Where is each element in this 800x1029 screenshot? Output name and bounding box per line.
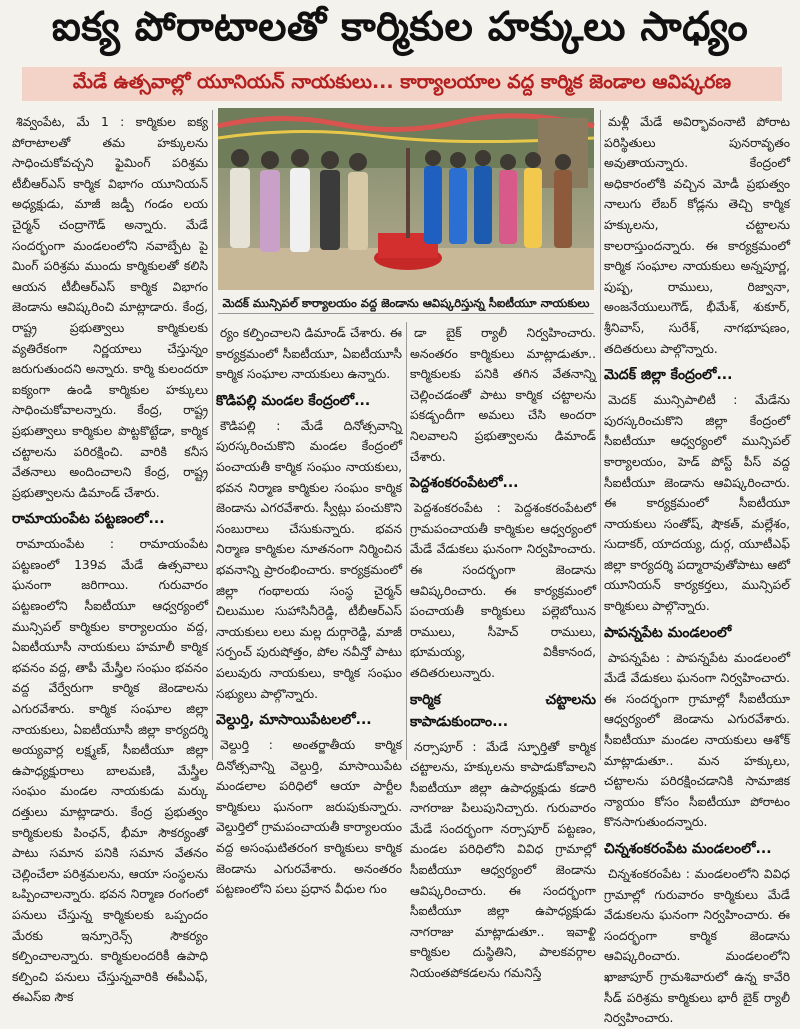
column-3-section-text-2: నర్సాపూర్ : మేడే స్ఫూర్తితో కార్మిక చట్టాలను, హక్కులను కాపాడుకోవాలని సీఐటీయూ జిల్లా ఉపాధ్యక్షుడు కడారి నాగరాజు పిలుపునిచ్చారు. గురువారం మేడే సందర్భంగా నర్సాపూర్ పట్టణం, మండల పరిధిలోని వివిధ గ్రామాల్లో సీఐటీయూ ఆధ్వర్యంలో జెండాను ఆవిష్కరించారు. ఈ సందర్భంగా సీఐటీయూ జిల్లా ఉపాధ్యక్షుడు నాగరాజు మాట్లాడుతూ.. ఇవాళ్టి కార్మికుల దుస్థితిని, పాలకవర్గాల నియంతపోకడలను గమనిస్తే	[410, 739, 596, 981]
column-4-section-text-3: చిన్నశంకరంపేట : మండలంలోని వివిధ గ్రామాల్లో గురువారం కార్మికులు మేడే వేడుకలను ఘనంగా నిర్వహించారు. ఈ సందర్భంగా కార్మిక జెండాను ఆవిష్కరించారు. మండలంలోని ఖాజాపూర్ గ్రామశివారులో ఉన్న కావేరి సీడ్ పరిశ్రమ కార్మికులు భారీ బైక్ ర్యాలీ నిర్వహించారు.	[604, 867, 790, 1026]
section-heading-labour-laws: కార్మిక చట్టాలను కాపాడుకుందాం...	[410, 691, 596, 730]
column-4-section-text-2: పాపన్నపేట : పాపన్నపేట మండలంలో మేడే వేడుకలు ఘనంగా నిర్వహించారు. ఈ సందర్భంగా గ్రామాల్లో సీఐటీయూ ఆధ్వర్యంలో జెండాను ఎగురవేశారు. సీఐటీయూ మండల నాయకులు ఆశోక్ మాట్లాడుతూ.. మన హక్కులు, చట్టాలను పరిరక్షించడానికి సామాజిక న్యాయం కోసం సీఐటీయూ పోరాటం కొనసాగుతుందన్నారు.	[604, 650, 790, 830]
column-1-intro: శివ్వంపేట, మే 1 : కార్మికుల ఐక్య పోరాటాలతో తమ హక్కులను సాధించుకోవచ్చని ఫైమింగ్ పరిశ్రమ టీబీఆర్ఎస్ కార్మిక విభాగం యూనియన్ అధ్యక్షుడు, మాజీ జడ్పీ గండం లయ చైర్మన్ చంద్రాగౌడ్ అన్నారు. మేడే సందర్భంగా మండలంలోని నవాబ్పేట పై మింగ్ పరిశ్రమ ముందు కార్మికులతో కలిసి ఆయన టీబీఆర్ఎస్ కార్మిక విభాగం జెండాను ఆవిష్కరించి మాట్లాడారు. కేంద్ర, రాష్ట్ర ప్రభుత్వాలు కార్మికులకు వ్యతిరేకంగా నిర్ణయాలు చేస్తున్నం జరుగుతుందని అన్నారు. కార్మి కులందరూ ఐక్యంగా ఉండి కార్మికుల హక్కులు సాధించుకోవాలన్నారు. కేంద్ర, రాష్ట్ర ప్రభుత్వాలు కార్మికుల పొట్టకొట్టేడా, కార్మిక చట్టాలను పరిరక్షించి. వారికి కనీస వేతనాలు అందించాలని కేంద్ర, రాష్ట్ర ప్రభుత్వాలను డిమాండ్ చేశారు.	[12, 115, 208, 500]
column-3-intro: డా బైక్ ర్యాలీ నిర్వహించారు. అనంతరం కార్మికులు మాట్లాడుతూ.. కార్మికులకు పనికి తగిన వేతనాన్ని చెల్లించడంతో పాటు కార్మిక చట్టాలను పకడ్బందీగా అమలు చేసి అందరా నిలవాలని ప్రభుత్వాలను డిమాండ్ చేశారు.	[410, 326, 596, 464]
article-column-1	[12, 112, 208, 1005]
article-column-3	[410, 323, 596, 981]
section-heading-ramayampet: రామాయంపేట పట్టణంలో...	[12, 511, 165, 528]
photo-illustration	[218, 108, 594, 290]
column-2-section-text: కౌడిపల్లి : మేడే దినోత్సవాన్ని పురస్కరించుకొని మండల కేంద్రంలో పంచాయతీ కార్మిక సంఘం నాయకులు, భవన నిర్మాణ కార్మికుల సంఘం కార్మిక జెండాను ఎగరవేశారు. స్వీట్లు పంచుకొని సంబురాలు చేసుకున్నారు. భవన నిర్మాణ కార్మికుల నూతనంగా నిర్మించిన భవనాన్ని ప్రారంభించారు. కార్యక్రమంలో జిల్లా గంథాలయ సంస్థ చైర్మన్ చిలుముల సుహాసినీరెడ్డి, టీబీఆర్ఎస్ నాయకులు లలు మల్ల దుర్గారెడ్డి, మాజీ సర్పంచ్ పురుషోత్తం, పోల నవీన్తో పాటు పలువురు నాయకులు, కార్మిక సంఘం సభ్యులు పాల్గొన్నారు.	[216, 418, 402, 701]
column-3-section-text: పెద్దశంకరంపేట : పెద్దశంకరంపేటలో గ్రామపంచాయతీ కార్మికుల ఆధ్వర్యంలో మేడే వేడుకలు ఘనంగా నిర్వహించారు. ఈ సందర్భంగా జెండాను ఆవిష్కరించారు. ఈ కార్యక్రమంలో పంచాయతీ కార్మికులు పల్లెబోయిన రాములు, సీహెచ్ రాములు, భూమయ్య, వికీకానంద, తదితరులున్నారు.	[410, 501, 596, 680]
article-column-4	[604, 112, 790, 1026]
subheadline: మేడే ఉత్సవాల్లో యూనియన్ నాయకులు... కార్యాలయాల వద్ద కార్మిక జెండాల ఆవిష్కరణ	[22, 67, 782, 101]
column-divider	[406, 322, 407, 760]
column-1-section-text: రామాయంపేట : రామాయంపేట పట్టణంలో 139వ మేడే ఉత్సవాలు ఘనంగా జరిగాయి. గురువారం పట్టణంలోని సీఐటీయూ ఆధ్వర్యంలో మున్సిపల్ కార్మికుల కార్యాలయం వద్ద, ఏఐటీయూసీ నాయకులు హమాలీ కార్మిక భవనం వద్ద, తాపీ మేస్త్రీల సంఘం భవనం వద్ద వేర్వేరుగా కార్మిక జెండాలను ఎగురవేశారు. కార్మిక సంఘాల జిల్లా నాయకులు, ఏఐటీయూసీ జిల్లా కార్యదర్శి అయ్యవార్ల లక్ష్మణ్, సీఐటీయూ జిల్లా ఉపాధ్యక్షురాలు బాలమణి, మేస్త్రీల సంఘం మండల నాయకుడు మర్కు దత్తులు మాట్లాడారు. కేంద్ర ప్రభుత్వం కార్మికులకు పింఛన్, భీమా సౌకర్యంతో పాటు సమాన పనికి సమాన వేతనం చెల్లించేలా పరిశ్రమలను, ఆయా సంస్థలను ఒప్పించాలన్నారు. భవన నిర్మాణ రంగంలో పనులు చేస్తున్న కార్మికులకు ఒప్పందం మేరకు ఇన్సూరెన్స్ సౌకర్యం కల్పించాలన్నారు. కార్మికులందరికీ ఉపాధి కల్పించి పనులు చేస్తున్నవారికి ఈపీఎఫ్, ఈఎస్ఐ సౌక	[12, 537, 208, 1005]
column-4-intro: మళ్లీ మేడే అవిర్భావంనాటి పోరాట పరిస్థితులు పునరావృతం అవుతాయన్నారు. కేంద్రంలో అధికారంలోకి వచ్చిన మోడీ ప్రభుత్వం నాలుగు లేబర్ కోడ్లను తెచ్చి కార్మిక హక్కులను, చట్టాలను కాలరాస్తుందన్నారు. ఈ కార్యక్రమంలో కార్మిక సంఘాల నాయకులు అన్నపూర్ణ, పుష్ప, రాములు, రిజ్వానా, అంజనేయులుగౌడ్, భీమేశ్, శుకూర్, శ్రీనివాస్, సురేశ్, నాగభూషణం, తదితరులు పాల్గొన్నారు.	[604, 115, 790, 356]
column-divider	[600, 110, 601, 760]
section-heading-kodipalli: కొడిపల్లి మండల కేంద్రంలో...	[216, 392, 371, 409]
section-heading-chinnashankarampet: చిన్నశంకరంపేట మండలంలో...	[604, 841, 772, 857]
section-heading-papannapet: పాపన్నపేట మండలంలో	[604, 624, 732, 641]
column-divider	[212, 110, 213, 760]
section-heading-medak: మెదక్ జిల్లా కేంద్రంలో...	[604, 367, 733, 384]
column-2-intro: ర్యం కల్పించాలని డిమాండ్ చేశారు. ఈ కార్యక్రమంలో సీఐటీయూ, ఏఐటీయూసీ కార్మిక సంఘాల నాయకులు ఉన్నారు.	[216, 326, 402, 382]
section-heading-veldurthi: వెల్దుర్తి, మాసాయిపేటలలో...	[216, 712, 372, 729]
headline: ఐక్య పోరాటాలతో కార్మికుల హక్కులు సాధ్యం	[51, 4, 749, 50]
news-photo	[218, 108, 594, 290]
photo-caption: మెదక్ మున్సిపల్ కార్యాలయం వద్ద జెండాను ఆవిష్కరిస్తున్న సీఐటీయూ నాయకులు	[218, 292, 594, 314]
article-column-2	[216, 323, 402, 897]
column-2-section-text-2: వెల్దుర్తి : అంతర్జాతీయ కార్మిక దినోత్సవాన్ని వెల్దుర్తి, మాసాయిపేట మండలాల పరిధిలో ఆయా పార్టీల కార్మికులు ఘనంగా జరుపుకున్నారు. వెల్దుర్తిలో గ్రామపంచాయతీ కార్యాలయం వద్ద అసంఘటితరంగ కార్మికులు కార్మిక జెండాను ఎగురవేశారు. అనంతరం పట్టణంలోని పలు ప్రధాన వీధుల గుం	[216, 738, 402, 897]
column-4-section-text: మెదక్ మున్సిపాలిటీ : మేడేను పురస్కరించుకొని జిల్లా కేంద్రంలో సీఐటీయూ ఆధ్వర్యంలో మున్సిపల్ కార్యాలయం, హెడ్ పోస్ట్ పీస్ వద్ద సీఐటీయూ జెండాను ఆవిష్కరించారు. ఈ కార్యక్రమంలో సీఐటీయూ నాయకులు సంతోష్, షౌకత్, మల్లేశం, సుదాకర్, యాదయ్య, దుర్గ, యూటీఎఫ్ జిల్లా కార్యదర్శి పద్మారావుతోపాటు ఆటో యూనియన్ కార్యకర్తలు, మున్సిపల్ కార్మికులు పాల్గొన్నారు.	[604, 393, 790, 614]
section-heading-peddashankarampet: పెద్దశంకరంపేటలో...	[410, 475, 519, 492]
